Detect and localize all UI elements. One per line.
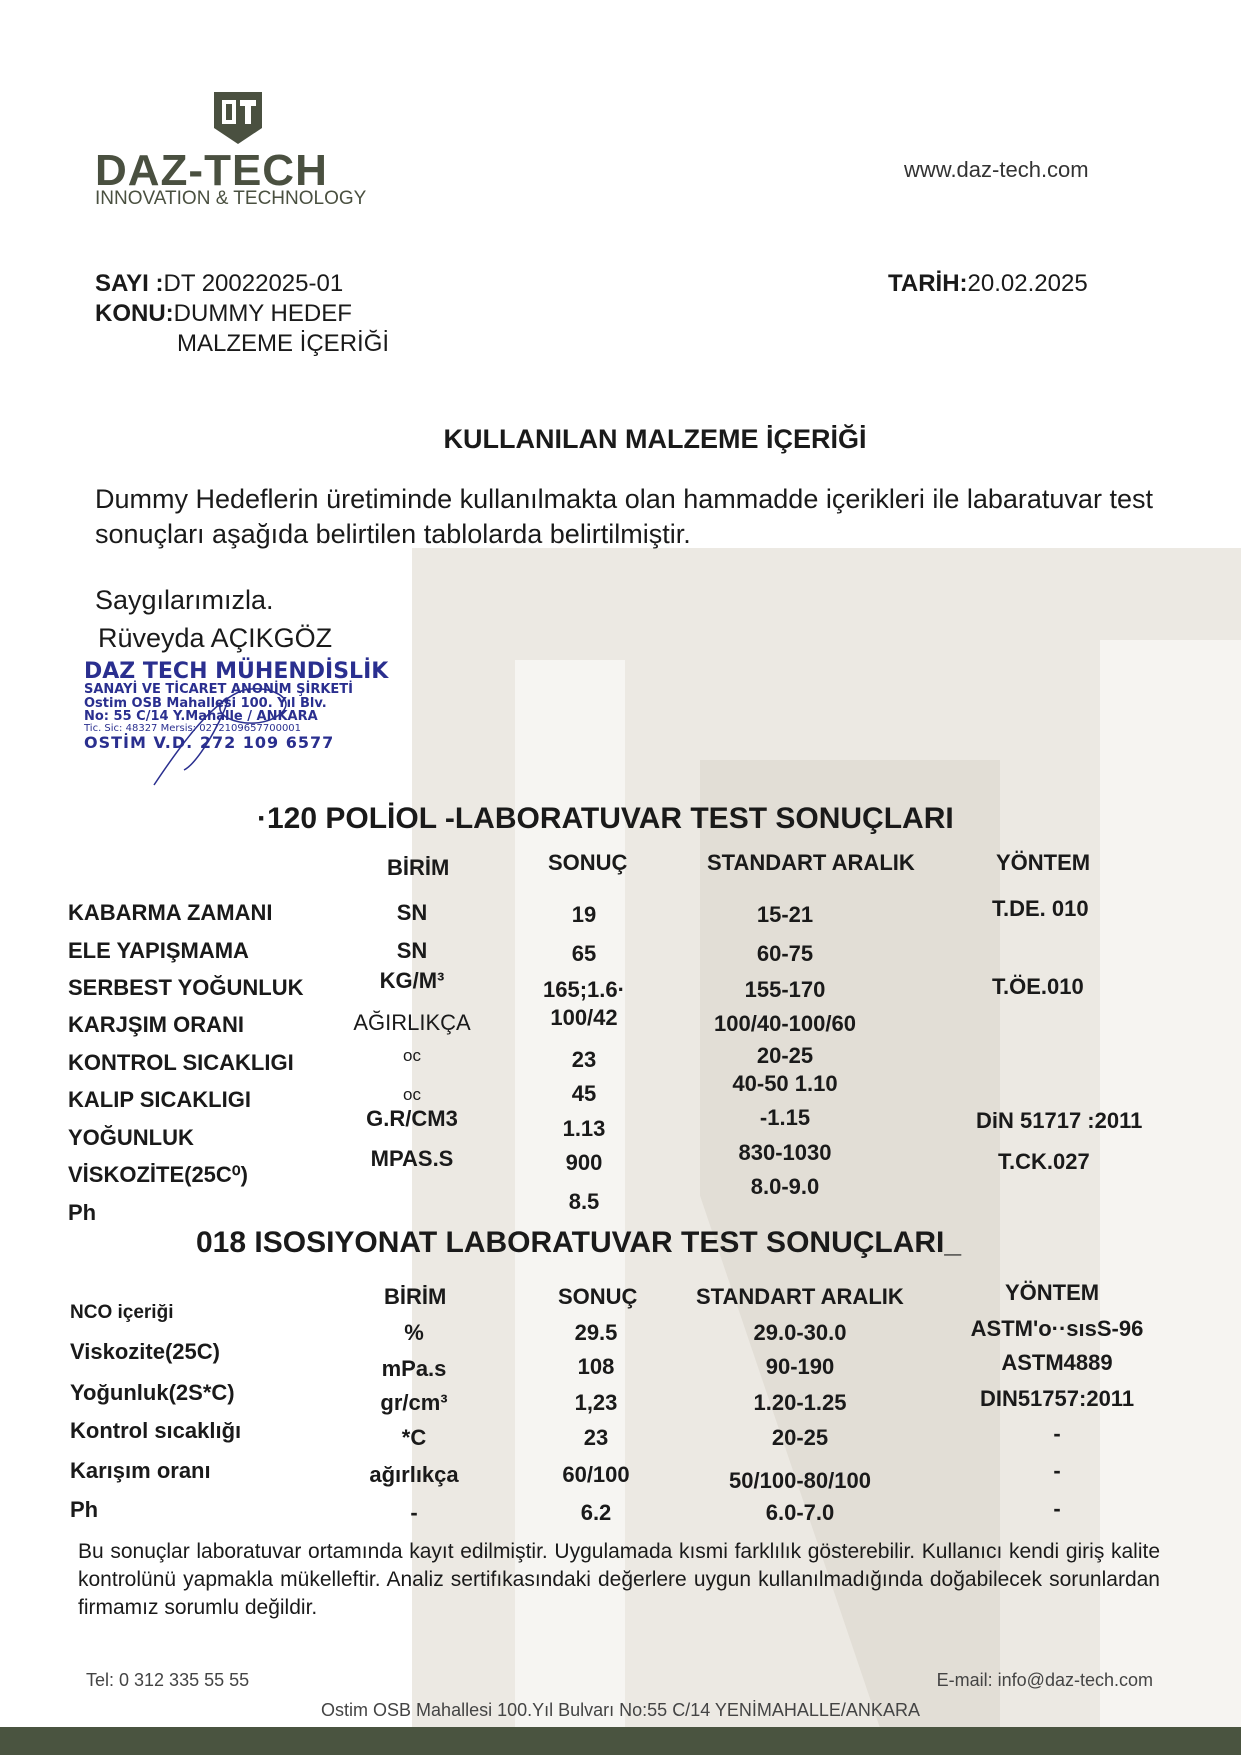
row-range: 60-75 xyxy=(756,941,814,966)
row-range: 8.0-9.0 xyxy=(750,1174,820,1199)
sayi-label: SAYI : xyxy=(95,270,164,297)
row-label: Yoğunluk(2S*C) xyxy=(70,1380,235,1405)
row-unit: MPAS.S xyxy=(370,1146,454,1171)
tarih-value: 20.02.2025 xyxy=(967,270,1088,297)
row-range: -1.15 xyxy=(759,1105,811,1130)
header-yontem: YÖNTEM xyxy=(1005,1280,1100,1305)
row-label: KALIP SICAKLIGI xyxy=(68,1087,251,1112)
row-label: KABARMA ZAMANI xyxy=(68,900,273,925)
header-sonuc: SONUÇ xyxy=(548,850,628,875)
row-range: 155-170 xyxy=(744,977,826,1002)
row-result: 45 xyxy=(571,1081,597,1106)
signature-scribble xyxy=(144,680,304,790)
row-method: ASTM4889 xyxy=(1001,1350,1113,1375)
row-range: 100/40-100/60 xyxy=(714,1011,856,1036)
row-label: YOĞUNLUK xyxy=(68,1125,194,1150)
row-label: VİSKOZİTE(25C⁰) xyxy=(68,1162,248,1187)
row-range: 1.20-1.25 xyxy=(753,1390,847,1415)
row-result: 29.5 xyxy=(574,1320,618,1345)
row-unit: SN xyxy=(396,900,428,925)
row-result: 60/100 xyxy=(562,1462,630,1487)
row-range: 40-50 1.10 xyxy=(732,1071,838,1096)
konu-value-cont: MALZEME İÇERİĞİ xyxy=(177,330,390,357)
row-method: DiN 51717 :2011 xyxy=(976,1108,1143,1133)
stamp-line: OSTİM V.D. 272 109 6577 xyxy=(84,732,335,752)
row-method: - xyxy=(1053,1421,1061,1446)
row-result: 23 xyxy=(571,1047,597,1072)
row-unit: mPa.s xyxy=(381,1356,447,1381)
header-standart: STANDART ARALIK xyxy=(696,1284,904,1309)
header-standart: STANDART ARALIK xyxy=(707,850,915,875)
header-yontem: YÖNTEM xyxy=(996,850,1091,875)
row-label: Karışım oranı xyxy=(70,1458,211,1483)
intro-paragraph: Dummy Hedeflerin üretiminde kullanılmakta olan hammadde içerikleri ile labaratuvar test sonuçları aşağıda belirtilen tablolarda belirtilmiştir. xyxy=(95,484,1153,549)
stamp-line: SANAYİ VE TİCARET ANONİM ŞİRKETİ xyxy=(84,682,353,698)
row-label: SERBEST YOĞUNLUK xyxy=(68,975,304,1000)
row-unit: G.R/CM3 xyxy=(366,1106,458,1131)
row-result: 900 xyxy=(565,1150,603,1175)
footer-tel: Tel: 0 312 335 55 55 xyxy=(86,1670,250,1690)
table1-title: ·120 POLİOL -LABORATUVAR TEST SONUÇLARI xyxy=(257,802,954,835)
closing: Saygılarımızla. xyxy=(95,585,274,615)
row-method: T.DE. 010 xyxy=(992,896,1089,921)
row-label: Viskozite(25C) xyxy=(70,1339,220,1364)
row-label: Ph xyxy=(68,1200,97,1225)
row-unit: oc xyxy=(403,1046,421,1065)
row-unit: % xyxy=(404,1320,424,1345)
row-range: 20-25 xyxy=(771,1425,829,1450)
row-unit: SN xyxy=(396,938,428,963)
row-label: NCO içeriği xyxy=(70,1302,174,1323)
row-unit: - xyxy=(410,1500,418,1525)
company-stamp xyxy=(84,660,404,751)
brand-tagline: INNOVATION & TECHNOLOGY xyxy=(95,188,367,209)
row-method: T.CK.027 xyxy=(998,1149,1090,1174)
row-range: 20-25 xyxy=(756,1043,814,1068)
row-result: 165;1.6· xyxy=(543,977,625,1002)
row-unit: oc xyxy=(403,1085,421,1104)
row-range: 90-190 xyxy=(765,1354,835,1379)
row-unit: gr/cm³ xyxy=(380,1390,448,1415)
row-result: 65 xyxy=(571,941,597,966)
row-range: 830-1030 xyxy=(738,1140,832,1165)
row-method: - xyxy=(1053,1496,1061,1521)
page-title: KULLANILAN MALZEME İÇERİĞİ xyxy=(443,424,867,454)
row-range: 50/100-80/100 xyxy=(729,1468,871,1493)
row-result: 100/42 xyxy=(550,1005,618,1030)
row-method: T.ÖE.010 xyxy=(992,974,1084,999)
header-birim: BİRİM xyxy=(387,855,450,880)
header-birim: BİRİM xyxy=(384,1284,447,1309)
row-result: 1.13 xyxy=(562,1116,606,1141)
row-result: 19 xyxy=(571,902,597,927)
sayi-value: DT 20022025-01 xyxy=(163,270,344,297)
footer-address: Ostim OSB Mahallesi 100.Yıl Bulvarı No:55 C/14 YENİMAHALLE/ANKARA xyxy=(321,1700,920,1720)
row-unit: ağırlıkça xyxy=(369,1462,459,1487)
logo-icon xyxy=(210,88,266,151)
stamp-line: DAZ TECH MÜHENDİSLİK xyxy=(84,659,389,684)
row-label: KONTROL SICAKLIGI xyxy=(68,1050,294,1075)
row-unit: *C xyxy=(401,1425,427,1450)
row-label: Ph xyxy=(70,1497,99,1522)
row-unit: AĞIRLIKÇA xyxy=(353,1010,471,1035)
row-result: 6.2 xyxy=(580,1500,612,1525)
disclaimer: Bu sonuçlar laboratuvar ortamında kayıt edilmiştir. Uygulamada kısmi farklılık gösterebilir. Kullanıcı kendi giriş kalite kontrolünü yapmakla mükelleftir. Analiz sertifıkasındaki değerlere uygun kullanılmadığında doğabilecek sorunlardan firmamız sorumlu değildir. xyxy=(78,1540,1160,1619)
header-sonuc: SONUÇ xyxy=(558,1284,638,1309)
row-range: 29.0-30.0 xyxy=(753,1320,847,1345)
row-unit: KG/M³ xyxy=(379,968,445,993)
stamp-line: No: 55 C/14 Y.Mahalle / ANKARA xyxy=(84,709,318,725)
konu-label: KONU: xyxy=(95,300,174,327)
stamp-line: Ostim OSB Mahallesi 100. Yıl Blv. xyxy=(84,695,327,711)
konu-row xyxy=(95,300,352,328)
row-result: 108 xyxy=(577,1354,615,1379)
tarih-label: TARİH: xyxy=(888,270,968,297)
row-result: 23 xyxy=(583,1425,609,1450)
footer-email[interactable]: E-mail: info@daz-tech.com xyxy=(936,1670,1153,1690)
row-method: - xyxy=(1053,1458,1061,1483)
signer-name: Rüveyda AÇIKGÖZ xyxy=(98,623,333,653)
konu-value: DUMMY HEDEF xyxy=(173,300,352,327)
row-label: Kontrol sıcaklığı xyxy=(70,1418,242,1443)
row-method: ASTM'o··sısS-96 xyxy=(970,1316,1144,1341)
website-link[interactable]: www.daz-tech.com xyxy=(904,157,1089,182)
row-result: 8.5 xyxy=(568,1189,600,1214)
tarih-row xyxy=(888,270,1088,298)
row-label: ELE YAPIŞMAMA xyxy=(68,938,249,963)
row-range: 15-21 xyxy=(756,902,814,927)
brand-name: DAZ-TECH xyxy=(95,146,328,195)
table2-title: 018 ISOSIYONAT LABORATUVAR TEST SONUÇLARI_ xyxy=(196,1226,962,1259)
footer-bar xyxy=(0,1727,1241,1755)
row-range: 6.0-7.0 xyxy=(765,1500,835,1525)
stamp-line: Tic. Sic: 48327 Mersis: 0272109657700001 xyxy=(84,723,302,735)
row-label: KARJŞIM ORANI xyxy=(68,1012,245,1037)
row-method: DIN51757:2011 xyxy=(979,1386,1135,1411)
row-result: 1,23 xyxy=(574,1390,618,1415)
sayi-row xyxy=(95,270,343,298)
